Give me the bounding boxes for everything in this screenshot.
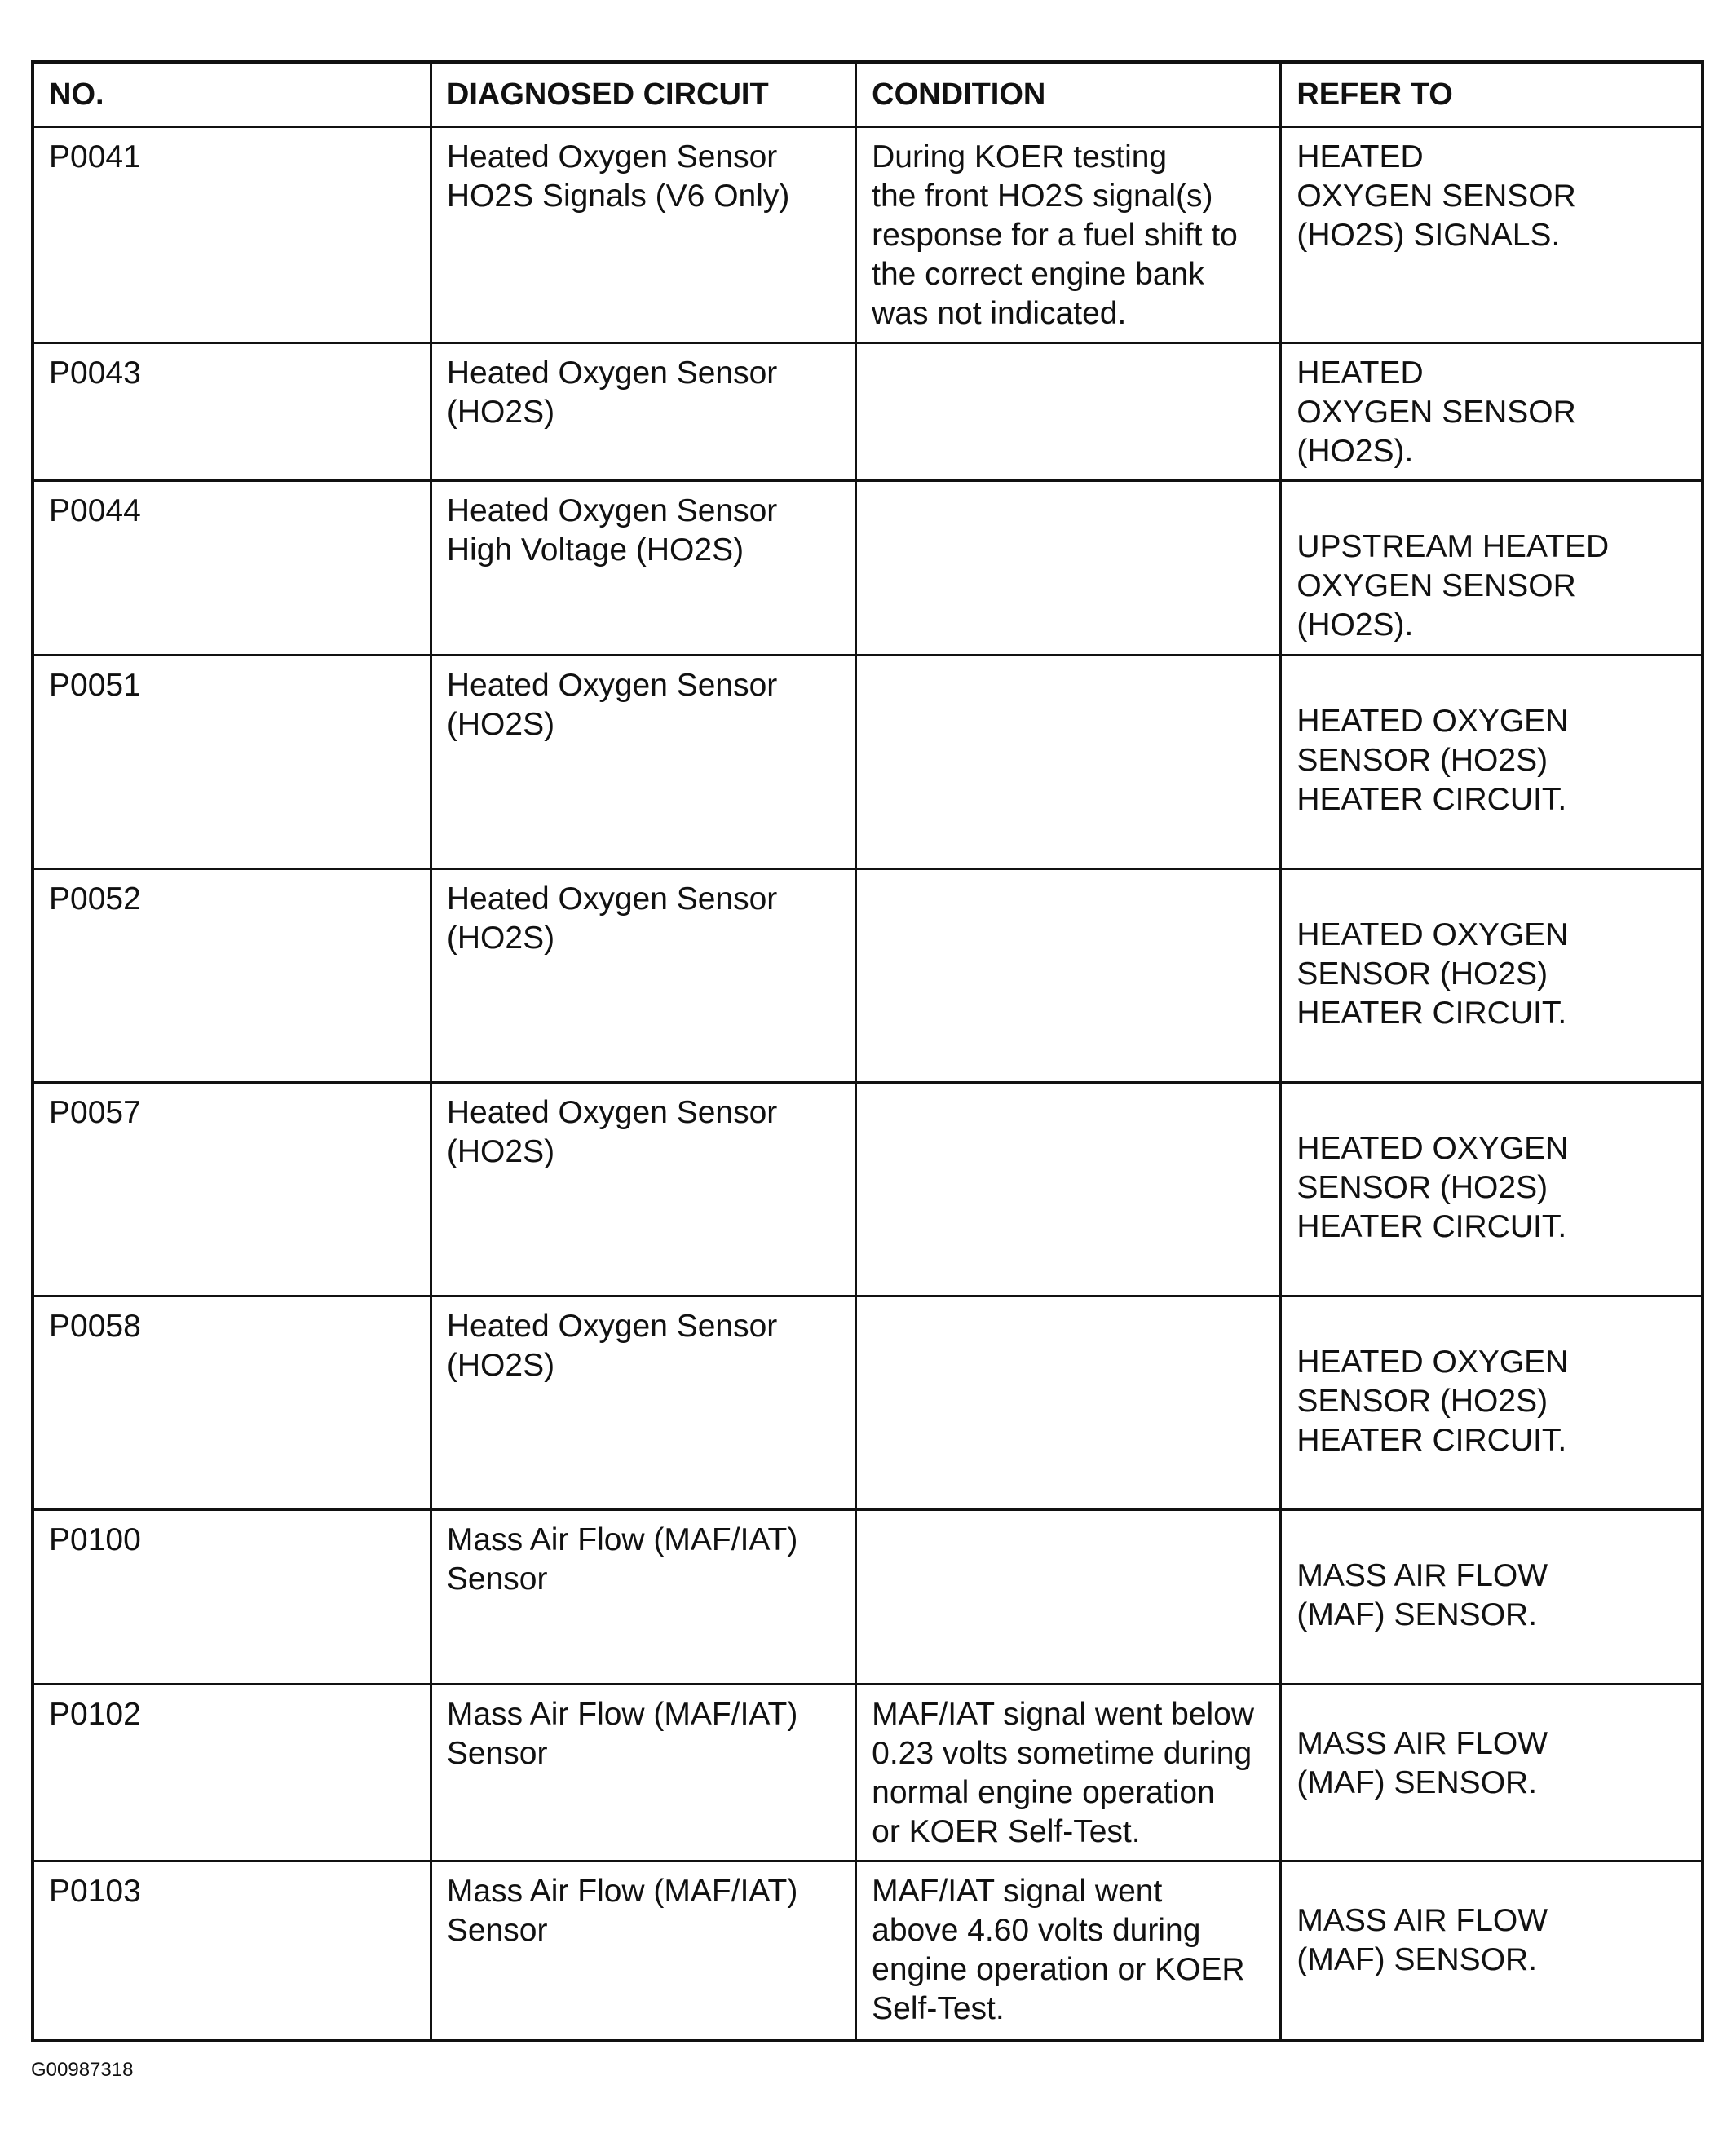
row-refer xyxy=(1281,1685,1703,1861)
row-condition: MAF/IAT signal went above 4.60 volts during engine operation or KOER Self-Test. xyxy=(856,1861,1281,2041)
row-circuit: Mass Air Flow (MAF/IAT) Sensor xyxy=(431,1861,855,2041)
row-no: P0052 xyxy=(33,869,431,1083)
row-condition xyxy=(856,869,1281,1083)
row-refer xyxy=(1281,343,1703,481)
table-row xyxy=(33,1296,1703,1510)
row-no: P0057 xyxy=(33,1083,431,1296)
row-condition: MAF/IAT signal went below 0.23 volts sometime during normal engine operation or KOER Self-Test. xyxy=(856,1685,1281,1861)
row-refer xyxy=(1281,127,1703,343)
row-condition: During KOER testing the front HO2S signal(s) response for a fuel shift to the correct engine bank was not indicated. xyxy=(856,127,1281,343)
row-no: P0043 xyxy=(33,343,431,481)
row-refer xyxy=(1281,869,1703,1083)
row-no: P0051 xyxy=(33,656,431,869)
row-no: P0102 xyxy=(33,1685,431,1861)
row-no: P0044 xyxy=(33,481,431,656)
row-circuit: Mass Air Flow (MAF/IAT) Sensor xyxy=(431,1685,855,1861)
refer-text: HEATED OXYGEN SENSOR (HO2S) HEATER CIRCUIT. xyxy=(1296,1345,1569,1458)
row-condition xyxy=(856,481,1281,656)
table-row xyxy=(33,656,1703,869)
row-refer xyxy=(1281,656,1703,869)
dtc-table xyxy=(31,60,1704,2042)
row-circuit: Heated Oxygen Sensor (HO2S) xyxy=(431,869,855,1083)
refer-text: UPSTREAM HEATED OXYGEN SENSOR (HO2S). xyxy=(1296,529,1610,643)
row-refer xyxy=(1281,1296,1703,1510)
refer-text: HEATED OXYGEN SENSOR (HO2S). xyxy=(1296,356,1576,469)
header-refer-to: REFER TO xyxy=(1281,62,1703,127)
row-circuit: Heated Oxygen Sensor (HO2S) xyxy=(431,1296,855,1510)
row-circuit: Heated Oxygen Sensor (HO2S) xyxy=(431,343,855,481)
table-row xyxy=(33,1861,1703,2041)
refer-text: MASS AIR FLOW (MAF) SENSOR. xyxy=(1296,1903,1548,1977)
row-circuit: Mass Air Flow (MAF/IAT) Sensor xyxy=(431,1510,855,1685)
refer-text: MASS AIR FLOW (MAF) SENSOR. xyxy=(1296,1558,1548,1632)
header-no: NO. xyxy=(33,62,431,127)
row-circuit: Heated Oxygen Sensor HO2S Signals (V6 Only) xyxy=(431,127,855,343)
header-condition: CONDITION xyxy=(856,62,1281,127)
table-row xyxy=(33,127,1703,343)
dtc-table-sheet xyxy=(31,60,1704,2042)
row-refer xyxy=(1281,1861,1703,2041)
refer-text: MASS AIR FLOW (MAF) SENSOR. xyxy=(1296,1726,1548,1800)
row-condition xyxy=(856,1510,1281,1685)
table-row xyxy=(33,1510,1703,1685)
table-header-row xyxy=(33,62,1703,127)
figure-id: G00987318 xyxy=(31,2059,134,2081)
table-row xyxy=(33,1083,1703,1296)
row-condition xyxy=(856,1083,1281,1296)
table-row xyxy=(33,481,1703,656)
row-circuit: Heated Oxygen Sensor (HO2S) xyxy=(431,1083,855,1296)
header-diagnosed-circuit: DIAGNOSED CIRCUIT xyxy=(431,62,855,127)
row-no: P0041 xyxy=(33,127,431,343)
row-no: P0100 xyxy=(33,1510,431,1685)
row-no: P0058 xyxy=(33,1296,431,1510)
row-circuit: Heated Oxygen Sensor High Voltage (HO2S) xyxy=(431,481,855,656)
refer-text: HEATED OXYGEN SENSOR (HO2S) HEATER CIRCUIT. xyxy=(1296,917,1569,1031)
row-no: P0103 xyxy=(33,1861,431,2041)
refer-text: HEATED OXYGEN SENSOR (HO2S) HEATER CIRCUIT. xyxy=(1296,704,1569,817)
row-refer xyxy=(1281,1510,1703,1685)
table-row xyxy=(33,1685,1703,1861)
row-condition xyxy=(856,343,1281,481)
refer-text: HEATED OXYGEN SENSOR (HO2S) SIGNALS. xyxy=(1296,139,1576,253)
row-refer xyxy=(1281,481,1703,656)
row-refer xyxy=(1281,1083,1703,1296)
refer-text: HEATED OXYGEN SENSOR (HO2S) HEATER CIRCUIT. xyxy=(1296,1131,1569,1244)
table-row xyxy=(33,869,1703,1083)
row-circuit: Heated Oxygen Sensor (HO2S) xyxy=(431,656,855,869)
row-condition xyxy=(856,656,1281,869)
row-condition xyxy=(856,1296,1281,1510)
table-row xyxy=(33,343,1703,481)
